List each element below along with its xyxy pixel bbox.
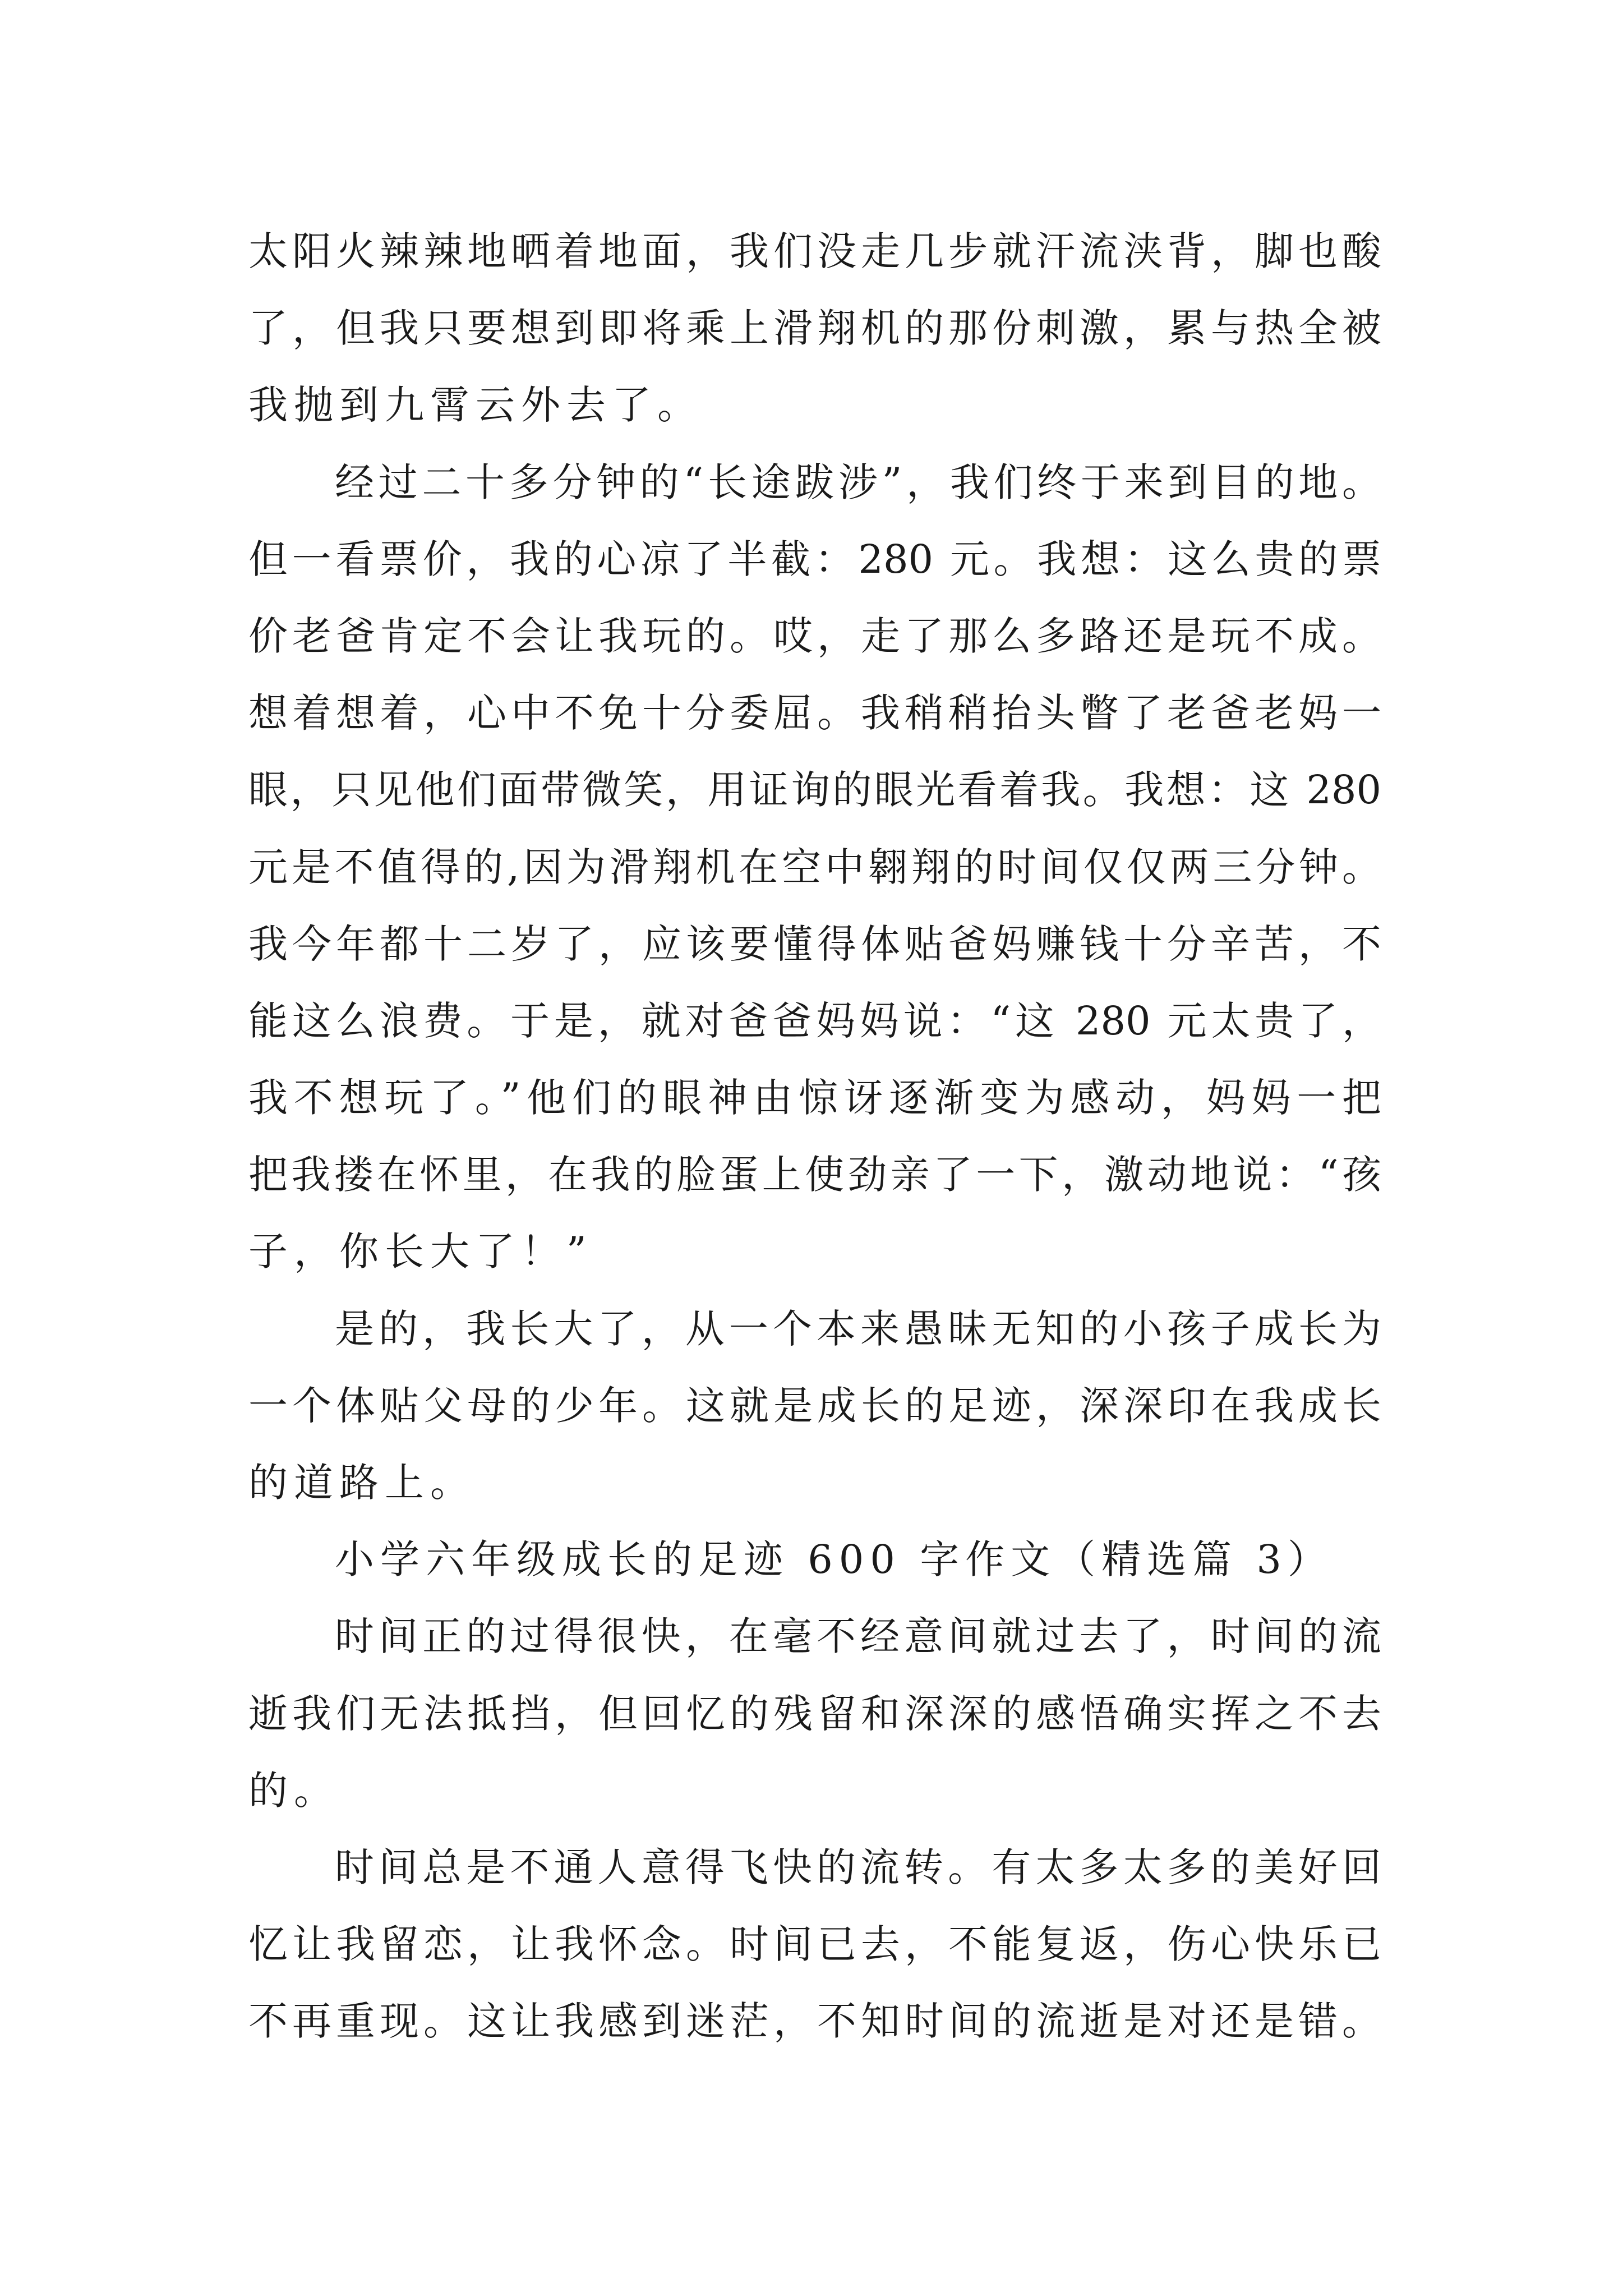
- text-line: 我不想玩了。”他们的眼神由惊讶逐渐变为感动，妈妈一把: [248, 1075, 1381, 1121]
- text-line: 忆让我留恋，让我怀念。时间已去，不能复返，伤心快乐已: [248, 1921, 1381, 1968]
- text-line: 价老爸肯定不会让我玩的。哎，走了那么多路还是玩不成。: [248, 613, 1381, 659]
- text-line: 我今年都十二岁了，应该要懂得体贴爸妈赚钱十分辛苦，不: [248, 921, 1381, 967]
- text-line: 能这么浪费。于是，就对爸爸妈妈说：“这 280 元太贵了，: [248, 997, 1381, 1044]
- text-line: 想着想着，心中不免十分委屈。我稍稍抬头瞥了老爸老妈一: [248, 690, 1381, 737]
- text-line: 一个体贴父母的少年。这就是成长的足迹，深深印在我成长: [248, 1382, 1381, 1429]
- paragraph-first-line: 时间正的过得很快，在毫不经意间就过去了，时间的流: [335, 1613, 1381, 1660]
- paragraph-first-line: 经过二十多分钟的“长途跋涉”，我们终于来到目的地。: [335, 459, 1381, 505]
- text-line: 元是不值得的,因为滑翔机在空中翱翔的时间仅仅两三分钟。: [248, 844, 1381, 890]
- text-line: 把我搂在怀里，在我的脸蛋上使劲亲了一下，激动地说：“孩: [248, 1152, 1381, 1198]
- text-line: 的道路上。: [248, 1460, 476, 1506]
- text-line: 太阳火辣辣地晒着地面，我们没走几步就汗流浃背，脚也酸: [248, 228, 1381, 274]
- paragraph-first-line: 时间总是不通人意得飞快的流转。有太多太多的美好回: [335, 1844, 1381, 1890]
- text-line: 但一看票价，我的心凉了半截：280 元。我想：这么贵的票: [248, 536, 1381, 582]
- text-line: 不再重现。这让我感到迷茫，不知时间的流逝是对还是错。: [248, 1998, 1381, 2045]
- paragraph-first-line: 是的，我长大了，从一个本来愚昧无知的小孩子成长为: [335, 1305, 1381, 1352]
- text-line: 逝我们无法抵挡，但回忆的残留和深深的感悟确实挥之不去: [248, 1690, 1381, 1737]
- text-line: 了，但我只要想到即将乘上滑翔机的那份刺激，累与热全被: [248, 305, 1381, 352]
- text-line: 的。: [248, 1767, 339, 1814]
- text-line: 我抛到九霄云外去了。: [248, 382, 703, 429]
- section-heading: 小学六年级成长的足迹 600 字作文（精选篇 3）: [335, 1536, 1333, 1583]
- text-line: 子，你长大了！”: [248, 1228, 593, 1275]
- document-body: [248, 213, 1381, 2060]
- text-line: 眼，只见他们面带微笑，用证询的眼光看着我。我想：这 280: [248, 767, 1381, 813]
